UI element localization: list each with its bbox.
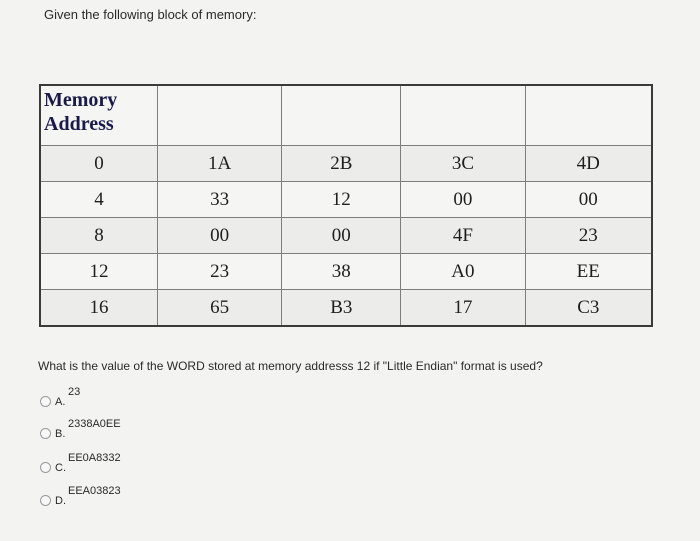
- byte-cell: 00: [525, 182, 652, 218]
- table-row: [40, 146, 652, 182]
- option-letter: C.: [55, 462, 66, 474]
- answer-option-d[interactable]: [40, 485, 240, 511]
- byte-cell: EE: [525, 254, 652, 290]
- question-text: What is the value of the WORD stored at memory addresss 12 if "Little Endian" format is used?: [38, 359, 543, 373]
- memory-address-header: Memory Address: [40, 85, 158, 146]
- table-cell: [158, 85, 282, 146]
- byte-cell: 1A: [158, 146, 282, 182]
- byte-cell: C3: [525, 290, 652, 327]
- table-cell: [401, 85, 525, 146]
- address-cell: 12: [40, 254, 158, 290]
- byte-cell: 2B: [282, 146, 401, 182]
- byte-cell: 17: [401, 290, 525, 327]
- table-row: [40, 290, 652, 327]
- radio-button-icon[interactable]: [40, 462, 51, 473]
- table-row: [40, 182, 652, 218]
- byte-cell: 4D: [525, 146, 652, 182]
- address-cell: 16: [40, 290, 158, 327]
- radio-button-icon[interactable]: [40, 396, 51, 407]
- byte-cell: 65: [158, 290, 282, 327]
- radio-button-icon[interactable]: [40, 495, 51, 506]
- table-cell: [282, 85, 401, 146]
- byte-cell: 12: [282, 182, 401, 218]
- byte-cell: 33: [158, 182, 282, 218]
- table-header-row: [40, 85, 652, 146]
- option-text: 23: [68, 386, 81, 398]
- option-letter: B.: [55, 428, 66, 440]
- option-text: 2338A0EE: [68, 418, 121, 430]
- intro-text: Given the following block of memory:: [44, 7, 257, 22]
- address-cell: 4: [40, 182, 158, 218]
- byte-cell: 3C: [401, 146, 525, 182]
- byte-cell: 23: [525, 218, 652, 254]
- byte-cell: 00: [158, 218, 282, 254]
- byte-cell: A0: [401, 254, 525, 290]
- answer-option-a[interactable]: [40, 386, 240, 412]
- byte-cell: 23: [158, 254, 282, 290]
- table-row: [40, 218, 652, 254]
- option-text: EE0A8332: [68, 452, 121, 464]
- address-cell: 0: [40, 146, 158, 182]
- option-letter: A.: [55, 396, 66, 408]
- answer-option-c[interactable]: [40, 452, 240, 478]
- answer-option-b[interactable]: [40, 418, 240, 444]
- byte-cell: 00: [401, 182, 525, 218]
- byte-cell: B3: [282, 290, 401, 327]
- byte-cell: 4F: [401, 218, 525, 254]
- table-row: [40, 254, 652, 290]
- option-text: EEA03823: [68, 485, 121, 497]
- table-cell: [525, 85, 652, 146]
- byte-cell: 38: [282, 254, 401, 290]
- option-letter: D.: [55, 495, 66, 507]
- byte-cell: 00: [282, 218, 401, 254]
- memory-table: [39, 84, 653, 327]
- radio-button-icon[interactable]: [40, 428, 51, 439]
- address-cell: 8: [40, 218, 158, 254]
